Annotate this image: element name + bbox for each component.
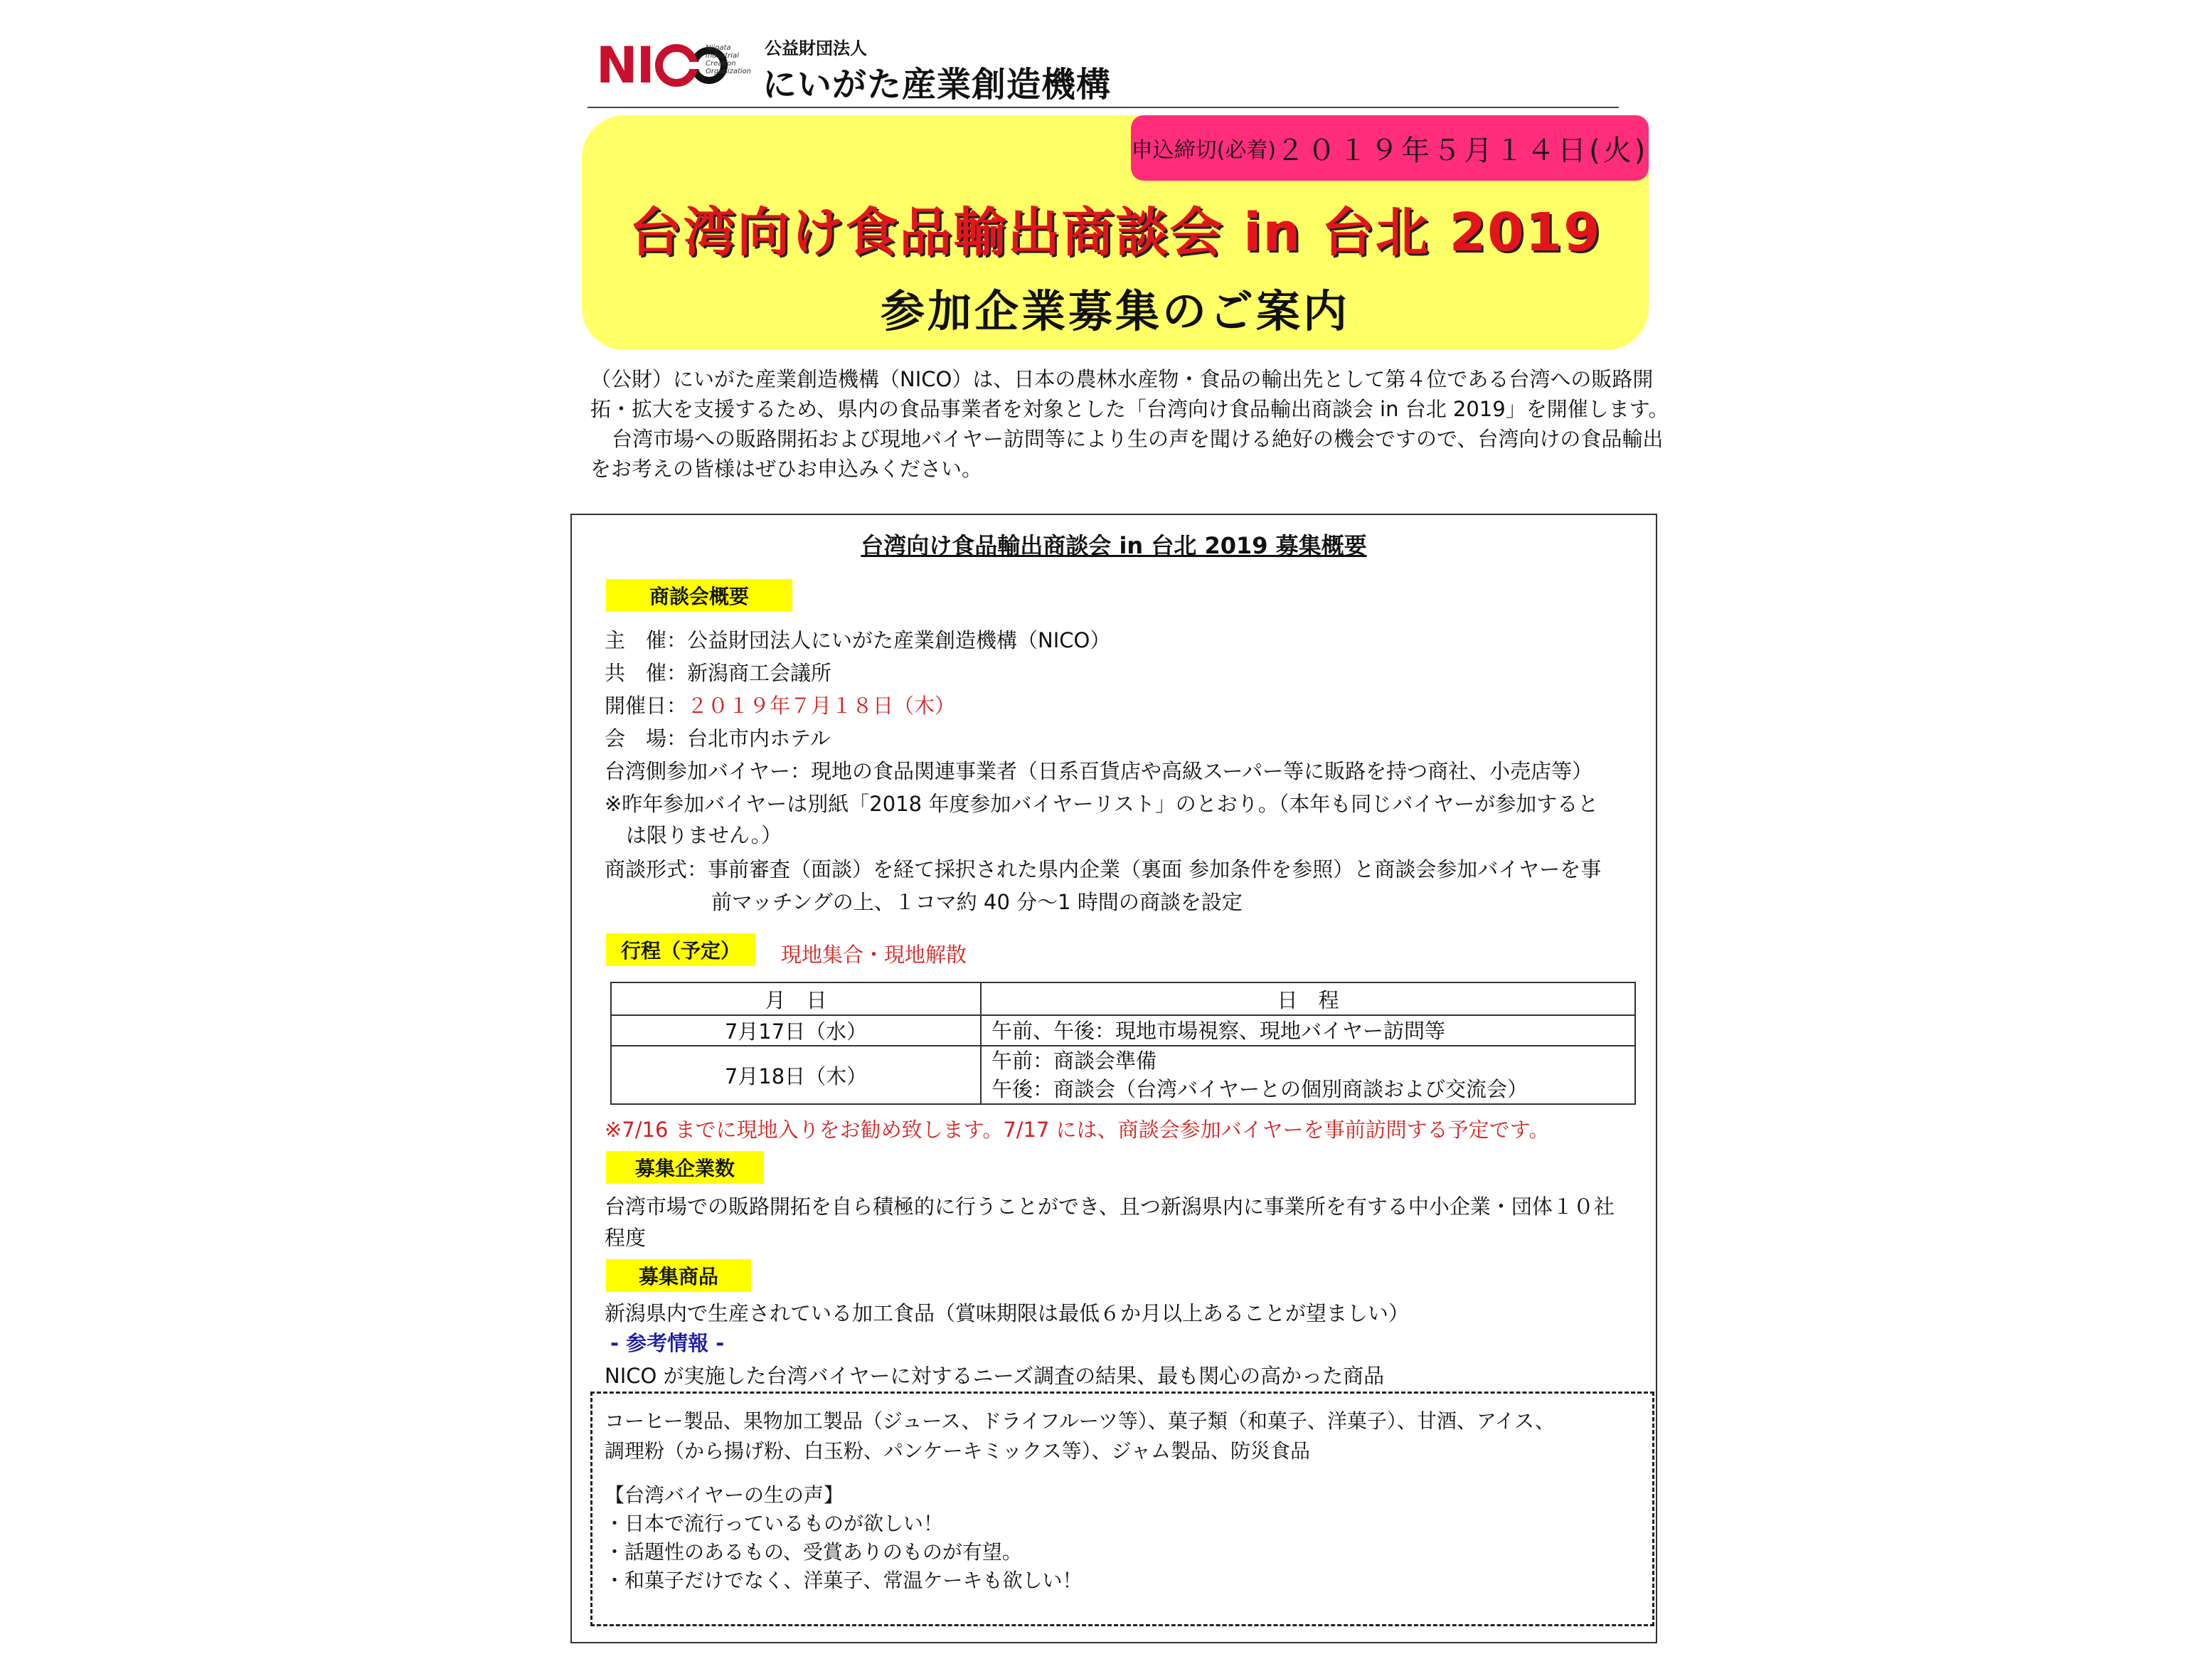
logo-sub-line: Organization <box>706 68 752 75</box>
logo-subtitle <box>706 44 755 75</box>
reference-label: - 参考情報 - <box>610 1331 725 1355</box>
outline-title: 台湾向け食品輸出商談会 in 台北 2019 募集概要 <box>861 532 1367 559</box>
schedule-footnote: ※7/16 までに現地入りをお勧め致します。7/17 には、商談会参加バイヤーを事前訪問する予定です。 <box>605 1118 1550 1142</box>
table-header-plan: 日 程 <box>981 982 1635 1015</box>
section-tag-products: 募集商品 <box>606 1259 751 1292</box>
logo-sub-line: Niigata <box>706 44 731 52</box>
table-cell-date: 7月18日（木） <box>611 1046 981 1104</box>
logo-c-mark <box>655 44 698 87</box>
table-cell-plan: 午前、午後：現地市場視察、現地バイヤー訪問等 <box>981 1015 1635 1046</box>
reference-text: NICO が実施した台湾バイヤーに対するニーズ調査の結果、最も関心の高かった商品 <box>605 1364 1385 1388</box>
event-date-value: ２０１９年７月１８日（木） <box>687 694 956 718</box>
table-row <box>611 1046 1635 1104</box>
org-name: にいがた産業創造機構 <box>762 65 1112 105</box>
format-line-1: 商談形式：事前審査（面談）を経て採択された県内企業（裏面 参加条件を参照）と商談会参加バイヤーを事 <box>605 857 1602 881</box>
section-tag-schedule: 行程（予定） <box>606 933 755 966</box>
main-title: 台湾向け食品輸出商談会 in 台北 2019 <box>629 202 1602 263</box>
section-tag-overview: 商談会概要 <box>606 579 792 612</box>
buyer-voice-title: 【台湾バイヤーの生の声】 <box>605 1483 844 1507</box>
deadline-label: 申込締切(必着) <box>1131 138 1277 163</box>
deadline-badge <box>1131 115 1649 181</box>
intro-paragraph-2: 台湾市場への販路開拓および現地バイヤー訪問等により生の声を聞ける絶好の機会ですので、台湾向けの食品輸出をお考えの皆様はぜひお申込みください。 <box>590 427 1664 481</box>
reference-products-line-2: 調理粉（から揚げ粉、白玉粉、パンケーキミックス等）、ジャム製品、防災食品 <box>605 1439 1311 1463</box>
schedule-table <box>610 982 1636 1105</box>
table-row <box>611 1015 1635 1046</box>
organizer-line: 主 催：公益財団法人にいがた産業創造機構（NICO） <box>605 628 1111 652</box>
format-line-2: 前マッチングの上、１コマ約 40 分〜1 時間の商談を設定 <box>711 890 1243 914</box>
companies-line-2: 程度 <box>605 1226 647 1250</box>
event-date-line <box>605 691 955 720</box>
intro-text <box>590 364 1671 484</box>
deadline-date: ２０１９年５月１４日(火) <box>1276 134 1649 167</box>
plan-line: 午後：商談会（台湾バイヤーとの個別商談および交流会） <box>991 1077 1528 1101</box>
table-header-date: 月 日 <box>611 982 981 1015</box>
reference-products-line-1: コーヒー製品、果物加工製品（ジュース、ドライフルーツ等）、菓子類（和菓子、洋菓子）、甘酒、アイス、 <box>605 1409 1555 1433</box>
companies-line-1: 台湾市場での販路開拓を自ら積極的に行うことができ、且つ新潟県内に事業所を有する中小企業・団体１０社 <box>605 1194 1615 1219</box>
table-header-row <box>611 982 1635 1015</box>
logo-sub-line: Creation <box>706 60 736 68</box>
venue-line: 会 場：台北市内ホテル <box>605 726 831 751</box>
buyers-note-line-1: ※昨年参加バイヤーは別紙「2018 年度参加バイヤーリスト」のとおり。（本年も同じバイヤーが参加すると <box>605 792 1599 816</box>
buyers-note-line-2: は限りません。） <box>626 823 782 847</box>
event-date-label: 開催日： <box>605 694 688 718</box>
buyer-voice-item: ・和菓子だけでなく、洋菓子、常温ケーキも欲しい！ <box>605 1569 1083 1592</box>
table-cell-plan <box>981 1046 1635 1104</box>
section-tag-companies: 募集企業数 <box>606 1151 764 1184</box>
plan-line: 午前：商談会準備 <box>991 1049 1157 1073</box>
buyer-voice-item: ・話題性のあるもの、受賞ありのものが有望。 <box>605 1540 1022 1564</box>
intro-paragraph-1: （公財）にいがた産業創造機構（NICO）は、日本の農林水産物・食品の輸出先として第４位である台湾への販路開拓・拡大を支援するため、県内の食品事業者を対象とした「台湾向け食品輸出商談会 in 台北 2019」を開催します。 <box>590 367 1669 421</box>
schedule-note-meeting: 現地集合・現地解散 <box>781 943 967 967</box>
co-organizer-line: 共 催：新潟商工会議所 <box>605 661 832 685</box>
table-cell-date: 7月17日（水） <box>611 1015 981 1046</box>
products-line: 新潟県内で生産されている加工食品（賞味期限は最低６か月以上あることが望ましい） <box>605 1301 1410 1325</box>
logo-text: NI <box>596 36 654 95</box>
buyer-voice-item: ・日本で流行っているものが欲しい！ <box>605 1512 944 1535</box>
logo-sub-line: Industrial <box>706 52 739 60</box>
sub-title: 参加企業募集のご案内 <box>880 285 1350 337</box>
header-divider <box>587 107 1619 108</box>
org-type: 公益財団法人 <box>765 38 867 58</box>
buyers-line: 台湾側参加バイヤー：現地の食品関連事業者（日系百貨店や高級スーパー等に販路を持つ商社、小売店等） <box>605 759 1593 783</box>
